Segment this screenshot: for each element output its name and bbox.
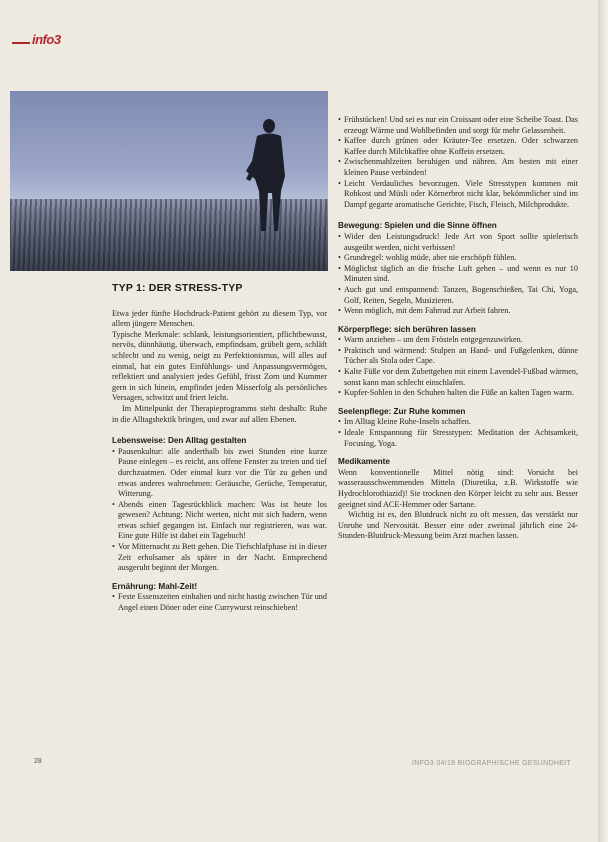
page-spine-shadow xyxy=(598,0,608,842)
section-heading: Seelenpflege: Zur Ruhe kommen xyxy=(338,406,466,416)
list-item: • Kalte Füße vor dem Zubettgehen mit einem Lavendel-Fußbad wärmen, sonst kann man schlecht einschlafen. xyxy=(338,367,578,388)
article-title: TYP 1: DER STRESS-TYP xyxy=(112,282,243,294)
list-item: • Warm anziehen – um dem Frösteln entgegenzuwirken. xyxy=(338,335,578,346)
left-column xyxy=(112,283,327,614)
body-paragraph: Wichtig ist es, den Blutdruck nicht zu oft messen, das verstärkt nur Unruhe und Nervosität. Besser eine oder zweimal jährlich eine 24-Stunden-Blutdruck-Messung beim Arzt machen lassen. xyxy=(338,510,578,541)
section-heading: Bewegung: Spielen und die Sinne öffnen xyxy=(338,221,497,231)
list-item: • Feste Essenszeiten einhalten und nicht hastig zwischen Tür und Angel einen Döner oder eine Currywurst reinschieben! xyxy=(112,592,327,613)
list-item: • Kaffee durch grünen oder Kräuter-Tee ersetzen. Oder schwarzen Kaffee durch Milchkaffee ohne Koffein ersetzen. xyxy=(338,136,578,157)
section-heading: Lebensweise: Den Alltag gestalten xyxy=(112,436,247,446)
logo-text: info3 xyxy=(32,32,61,47)
list-item: • Grundregel: wohlig müde, aber nie erschöpft fühlen. xyxy=(338,253,578,264)
list-item: • Wenn möglich, mit dem Fahrrad zur Arbeit fahren. xyxy=(338,306,578,317)
list-item: • Vor Mitternacht zu Bett gehen. Die Tiefschlafphase ist in dieser Zeit erholsamer als später in der Nacht. Entsprechend ausgeruht beginnt der Morgen. xyxy=(112,542,327,574)
section-heading: Körperpflege: sich berühren lassen xyxy=(338,324,476,334)
logo-rule xyxy=(12,42,30,44)
list-item: • Pausenkultur: alle anderthalb bis zwei Stunden eine kurze Pause einlegen – es reicht, ans offene Fenster zu treten und tief durchzuatmen. Oder einmal kurz vor die Tür zu gehen und etwas anderes wahrnehmen: Geräusche, Gerüche, Temperatur, Witterung. xyxy=(112,447,327,500)
list-item: • Kupfer-Sohlen in den Schuhen halten die Füße an kalten Tagen warm. xyxy=(338,388,578,399)
intro-paragraph: Etwa jeder fünfte Hochdruck-Patient gehört zu diesem Typ, vor allem jüngere Menschen. xyxy=(112,308,327,329)
list-item: • Ideale Entspannung für Stresstypen: Meditation der Achtsamkeit, Focusing, Yoga. xyxy=(338,428,578,449)
intro-paragraph: Typische Merkmale: schlank, leistungsorientiert, pflichtbewusst, nervös, dünnhäutig, überwach, empfindsam, grübelt gern, schläft schlecht und zu wenig, neigt zu Perfektionismus, will alles auf einmal, hat ein gutes Einfühlungs- und Anpassungsvermögen, reflektiert und analysiert jedes Gefühl, frisst Zorn und Kummer gern in sich hinein, empfindet jeden Misserfolg als persönliches Versagen, schwitzt und friert leicht. xyxy=(112,329,327,403)
right-column xyxy=(338,115,578,542)
standing-man-silhouette xyxy=(10,91,328,271)
list-item: • Leicht Verdauliches bevorzugen. Viele Stresstypen kommen mit Rohkost und Müsli oder Körnerbrot nicht klar, bekömmlicher sind im Dampf gegarte aromatische Gerichte, Fisch, Fleisch, Milchprodukte. xyxy=(338,179,578,211)
body-paragraph: Wenn konventionelle Mittel nötig sind: Vorsicht bei wasserausschwemmenden Mitteln (Diuretika, z.B. Wirkstoffe wie Hydrochlorothiazid)! Sie trocknen den Körper leicht zu sehr aus. Besser geeignet sind ACE-Hemmer oder Sartane. xyxy=(338,467,578,509)
list-item: • Zwischenmahlzeiten beruhigen und nähren. Am besten mit einer kleinen Pause verbinden! xyxy=(338,157,578,178)
list-item: • Möglichst täglich an die frische Luft gehen – und wenn es nur 10 Minuten sind. xyxy=(338,264,578,285)
page-number: 28 xyxy=(34,758,42,765)
list-item: • Auch gut und entspannend: Tanzen, Bogenschießen, Tai Chi, Yoga, Golf, Reiten, Segeln, Musizieren. xyxy=(338,285,578,306)
list-item: • Im Alltag kleine Ruhe-Inseln schaffen. xyxy=(338,417,578,428)
list-item: • Wider den Leistungsdruck! Jede Art von Sport sollte spielerisch ausgeübt werden, nicht verbissen! xyxy=(338,232,578,253)
issue-footer: INFO3 04/18 BIOGRAPHISCHE GESUNDHEIT xyxy=(412,760,572,767)
magazine-logo xyxy=(12,32,72,52)
list-item: • Abends einen Tagesrückblick machen: Was ist heute los gewesen? Achtung: Nicht werten, nicht mit sich hadern, wenn etwas schief gegangen ist. Einfach nur registrieren, was war. Eine gute Hilfe ist dabei ein Tagebuch! xyxy=(112,500,327,542)
list-item: • Frühstücken! Und sei es nur ein Croissant oder eine Scheibe Toast. Das erzeugt Wärme und Wohlbefinden und sorgt für mehr Gelassenheit. xyxy=(338,115,578,136)
section-heading: Ernährung: Mahl-Zeit! xyxy=(112,581,198,591)
list-item: • Praktisch und wärmend: Stulpen an Hand- und Fußgelenken, dünne Tücher als Stola oder Cape. xyxy=(338,346,578,367)
intro-paragraph: Im Mittelpunkt der Therapieprogramms steht deshalb: Ruhe in die Alltagshektik bringen, und zwar auf allen Ebenen. xyxy=(112,403,327,424)
section-heading: Medikamente xyxy=(338,457,390,467)
header-photo xyxy=(10,91,328,271)
